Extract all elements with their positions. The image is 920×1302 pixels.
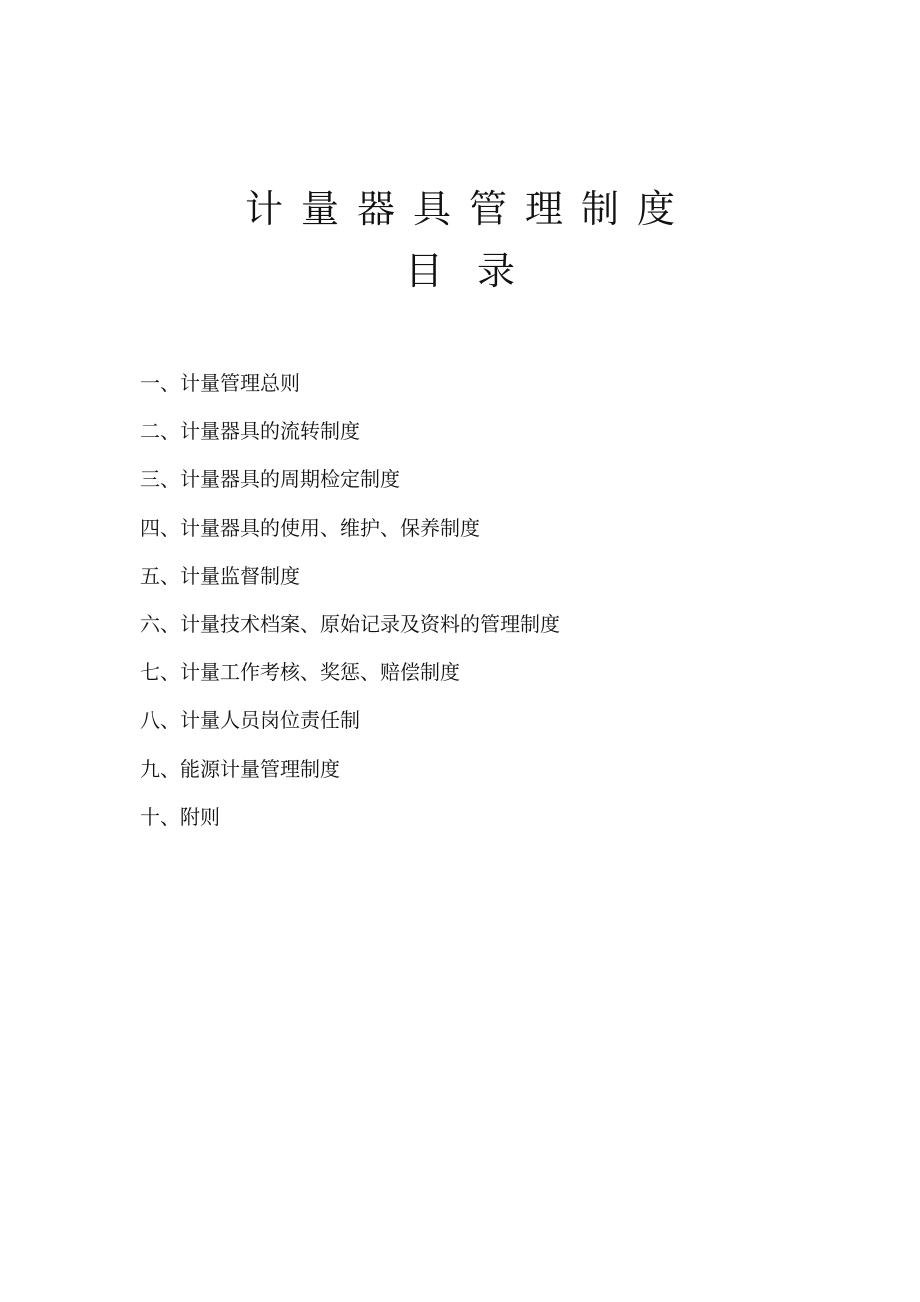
- toc-item: 三、计量器具的周期检定制度: [140, 467, 400, 492]
- document-title: 计量器具管理制度: [244, 187, 693, 231]
- toc-item: 七、计量工作考核、奖惩、赔偿制度: [140, 660, 460, 685]
- table-of-contents: [140, 366, 840, 848]
- table-of-contents-heading: 目录: [404, 249, 549, 293]
- toc-item: 十、附则: [140, 804, 220, 829]
- toc-item: 一、计量管理总则: [140, 371, 300, 395]
- toc-item: 四、计量器具的使用、维护、保养制度: [140, 515, 480, 540]
- toc-item: 二、计量器具的流转制度: [140, 419, 360, 444]
- toc-item: 九、能源计量管理制度: [140, 756, 340, 781]
- toc-item: 八、计量人员岗位责任制: [140, 708, 360, 733]
- toc-item: 六、计量技术档案、原始记录及资料的管理制度: [140, 611, 560, 636]
- toc-item: 五、计量监督制度: [140, 563, 300, 588]
